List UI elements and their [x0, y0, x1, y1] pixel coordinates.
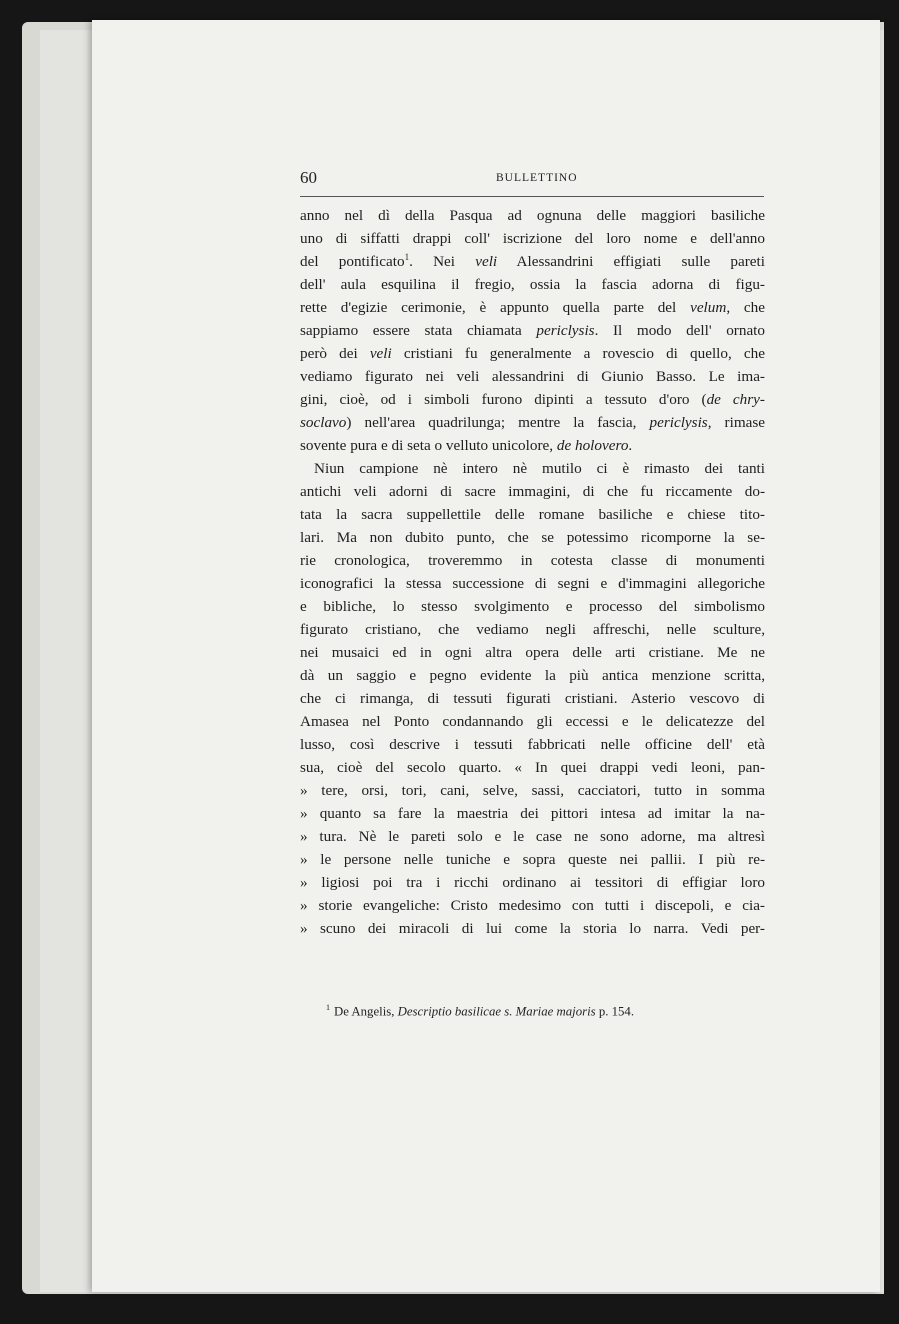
text-line: dell' aula esquilina il fregio, ossia la fascia adorna di figu- — [300, 276, 765, 293]
footnote-reference[interactable]: 1 — [404, 251, 410, 262]
text-line: però dei veli cristiani fu generalmente a rovescio di quello, che — [300, 345, 766, 362]
running-head: BULLETTINO — [496, 172, 578, 184]
text-line: » storie evangeliche: Cristo medesimo con tutti i discepoli, e cia- — [300, 897, 765, 914]
text-line: » scuno dei miracoli di lui come la storia lo narra. Vedi per- — [300, 920, 765, 937]
text-line: Niun campione nè intero nè mutilo ci è rimasto dei tanti — [314, 460, 765, 477]
text-line: » quanto sa fare la maestria dei pittori intesa ad imitar la na- — [300, 805, 765, 822]
text-line: rie cronologica, troveremmo in cotesta classe di monumenti — [300, 552, 765, 569]
text-line: » tere, orsi, tori, cani, selve, sassi, cacciatori, tutto in somma — [300, 782, 765, 799]
page-number: 60 — [300, 168, 317, 187]
text-line: gini, cioè, od i simboli furono dipinti a tessuto d'oro (de chry- — [300, 391, 765, 408]
text-line: nei musaici ed in ogni altra opera delle arti cristiane. Me ne — [300, 644, 765, 661]
text-line: » ligiosi poi tra i ricchi ordinano ai tessitori di effigiar loro — [300, 874, 765, 891]
text-line: » tura. Nè le pareti solo e le case ne sono adorne, ma altresì — [300, 828, 765, 845]
text-line: sua, cioè del secolo quarto. « In quei drappi vedi leoni, pan- — [300, 759, 765, 776]
text-line: lari. Ma non dubito punto, che se potessimo ricomporne la se- — [300, 529, 765, 546]
text-line: soclavo) nell'area quadrilunga; mentre la fascia, periclysis, rimase — [300, 414, 766, 431]
text-line: vediamo figurato nei veli alessandrini di Giunio Basso. Le ima- — [300, 368, 765, 385]
text-line: uno di siffatti drappi coll' iscrizione del loro nome e dell'anno — [300, 230, 765, 247]
footnote-author: De Angelis, — [334, 1004, 395, 1019]
text-line: sovente pura e di seta o velluto unicolore, de holovero. — [300, 437, 633, 454]
text-line: e bibliche, lo stesso svolgimento e processo del simbolismo — [300, 598, 765, 615]
text-line: anno nel dì della Pasqua ad ognuna delle maggiori basiliche — [300, 207, 765, 224]
text-line: iconografici la stessa successione di segni e d'immagini allegoriche — [300, 575, 765, 592]
text-line: figurato cristiano, che vediamo negli affreschi, nelle sculture, — [300, 621, 765, 638]
footnote — [326, 1003, 766, 1019]
footnote-page: p. 154. — [598, 1004, 635, 1019]
text-line: dà un saggio e pegno evidente la più antica menzione scritta, — [300, 667, 765, 684]
page-header — [300, 168, 762, 190]
text-line: Amasea nel Ponto condannando gli eccessi e le delicatezze del — [300, 713, 765, 730]
body-text — [300, 204, 765, 940]
text-line: sappiamo essere stata chiamata periclysis. Il modo dell' ornato — [300, 322, 765, 339]
footnote-title: Descriptio basilicae s. Mariae majoris — [397, 1004, 596, 1019]
text-line: del pontificato$^1$. Nei veli Alessandrini effigiati sulle pareti — [300, 251, 765, 270]
text-line: rette d'egizie cerimonie, è appunto quella parte del velum, che — [300, 299, 766, 316]
footnote-mark: 1 — [326, 1003, 330, 1012]
header-rule — [300, 196, 764, 197]
text-line: lusso, così descrive i tessuti fabbricati nelle officine dell' età — [300, 736, 765, 753]
text-line: che ci rimanga, di tessuti figurati cristiani. Asterio vescovo di — [300, 690, 765, 707]
text-line: tata la sacra suppellettile delle romane basiliche e chiese tito- — [300, 506, 765, 523]
text-line: » le persone nelle tuniche e sopra queste nei pallii. I più re- — [300, 851, 765, 868]
text-line: antichi veli adorni di sacre immagini, di che fu riccamente do- — [300, 483, 765, 500]
